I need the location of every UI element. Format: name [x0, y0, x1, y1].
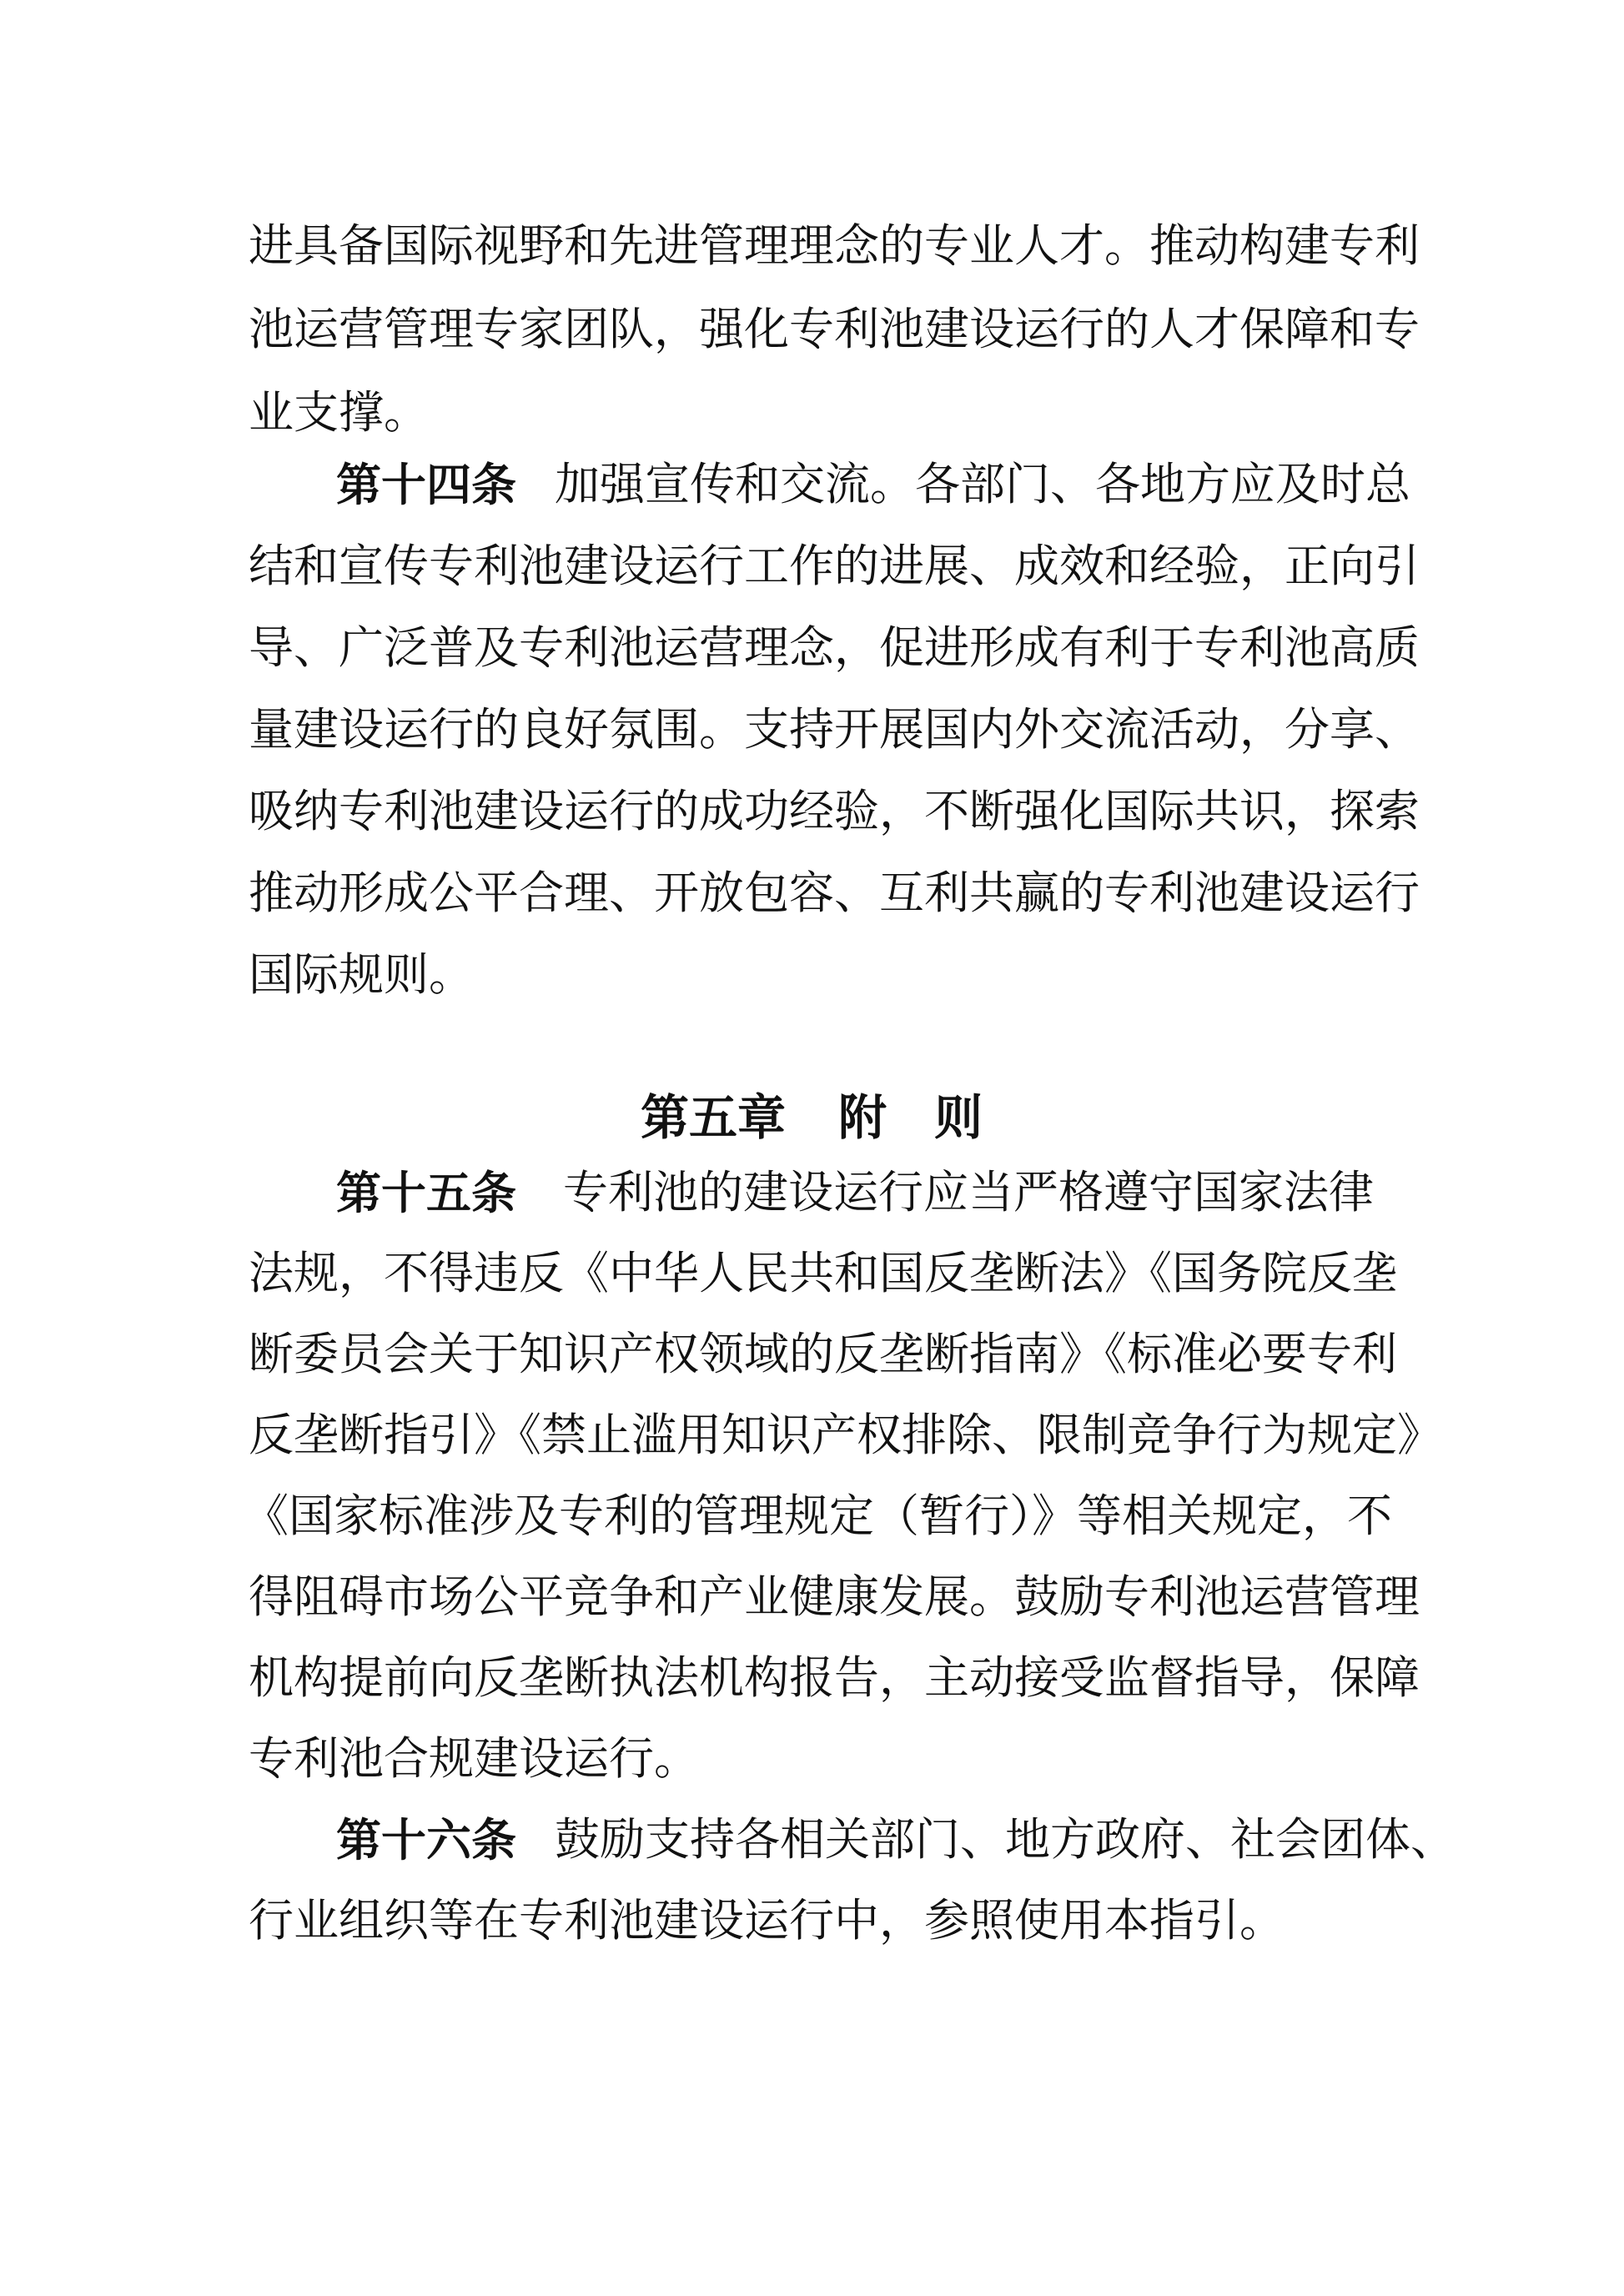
text-line: 机构提前向反垄断执法机构报告，主动接受监督指导，保障 [249, 1651, 1420, 1704]
article-14-line-3 [0, 606, 1624, 690]
article-14-line-1 [0, 443, 1624, 526]
article-15-line-6 [0, 1555, 1624, 1639]
article-14-line-4 [0, 688, 1624, 771]
article-16-line-1 [0, 1798, 1624, 1882]
text-line: 业支撑。 [249, 386, 429, 439]
text-line: 结和宣传专利池建设运行工作的进展、成效和经验，正向引 [249, 540, 1420, 592]
text-line: 进具备国际视野和先进管理理念的专业人才。推动构建专利 [249, 219, 1420, 272]
text-line: 鼓励支持各相关部门、地方政府、社会团体、 [555, 1813, 1456, 1866]
article-14-line-7 [0, 933, 1624, 1017]
text-line: 加强宣传和交流。各部门、各地方应及时总 [555, 458, 1410, 510]
text-line: 《国家标准涉及专利的管理规定（暂行）》等相关规定，不 [244, 1490, 1392, 1542]
text-line: 专利池的建设运行应当严格遵守国家法律 [563, 1166, 1374, 1218]
article-13-continuation-line-1 [0, 204, 1624, 288]
text-line: 专利池合规建设运行。 [249, 1732, 699, 1785]
article-13-continuation-line-2 [0, 288, 1624, 371]
article-15-line-8 [0, 1717, 1624, 1801]
text-line: 断委员会关于知识产权领域的反垄断指南》《标准必要专利 [249, 1328, 1397, 1380]
article-16-label: 第十六条 [336, 1813, 516, 1866]
chapter-title-char-2: 则 [934, 1089, 983, 1146]
text-line: 导、广泛普及专利池运营理念，促进形成有利于专利池高质 [249, 621, 1420, 674]
article-15-line-3 [0, 1313, 1624, 1396]
text-line: 反垄断指引》《禁止滥用知识产权排除、限制竞争行为规定》 [249, 1409, 1442, 1461]
article-15-line-1 [0, 1151, 1624, 1234]
chapter-number: 第五章 [641, 1089, 787, 1146]
text-line: 法规，不得违反《中华人民共和国反垄断法》《国务院反垄 [249, 1247, 1397, 1299]
text-line: 行业组织等在专利池建设运行中，参照使用本指引。 [249, 1894, 1285, 1947]
article-14-label: 第十四条 [336, 458, 516, 511]
text-line: 得阻碍市场公平竞争和产业健康发展。鼓励专利池运营管理 [249, 1570, 1420, 1623]
article-15-line-4 [0, 1394, 1624, 1477]
article-15-line-2 [0, 1232, 1624, 1315]
article-13-continuation-line-3 [0, 371, 1624, 455]
article-14-line-6 [0, 852, 1624, 935]
text-line: 吸纳专利池建设运行的成功经验，不断强化国际共识，探索 [249, 785, 1420, 837]
chapter-title-char-1: 附 [838, 1089, 887, 1146]
article-14-line-5 [0, 770, 1624, 853]
article-16-line-2 [0, 1879, 1624, 1962]
text-line: 池运营管理专家团队，强化专利池建设运行的人才保障和专 [249, 303, 1420, 355]
article-15-line-7 [0, 1636, 1624, 1720]
article-14-line-2 [0, 525, 1624, 608]
article-15-label: 第十五条 [336, 1166, 516, 1219]
text-line: 量建设运行的良好氛围。支持开展国内外交流活动，分享、 [249, 703, 1420, 756]
article-15-line-5 [0, 1475, 1624, 1558]
text-line: 推动形成公平合理、开放包容、互利共赢的专利池建设运行 [249, 867, 1420, 919]
text-line: 国际规则。 [249, 948, 474, 1001]
